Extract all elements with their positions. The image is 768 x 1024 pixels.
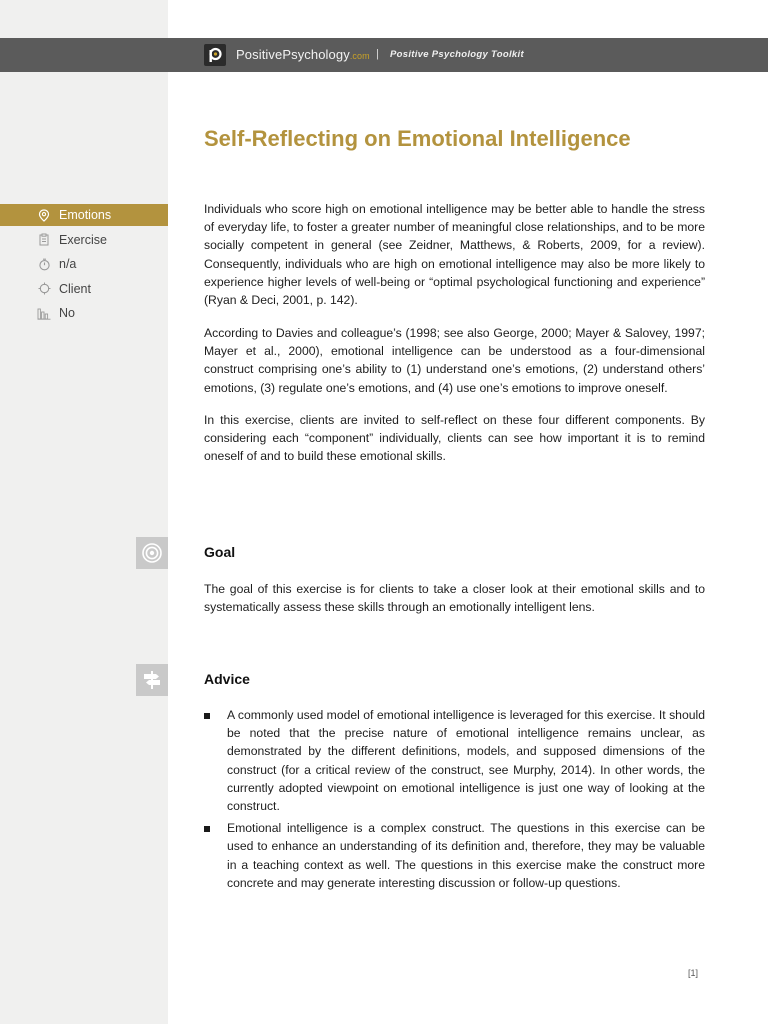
stopwatch-icon xyxy=(37,257,51,271)
intro-paragraph: In this exercise, clients are invited to self-reflect on these four different components. By considering each “component” individually, clients can see how important it is to remind oneself of and to build these emotional skills. xyxy=(204,413,705,464)
sidebar-item-homework xyxy=(0,302,168,324)
brand-suffix: .com xyxy=(349,51,370,61)
advice-item-text: A commonly used model of emotional intelligence is leveraged for this exercise. It should be noted that the precise nature of emotional intelligence remains unclear, as demonstrated by the different definitions, models, and supposed dimensions of the construct (for a critical review of the construct, see Murphy, 2014). In other words, the currently adopted viewpoint on emotional intelligence is just one way of looking at the construct. xyxy=(227,708,705,814)
list-item xyxy=(204,706,705,815)
target-icon xyxy=(136,537,168,569)
advice-heading: Advice xyxy=(204,671,250,687)
clipboard-icon xyxy=(37,233,51,247)
intro-paragraph: According to Davies and colleague’s (1998; see also George, 2000; Mayer & Salovey, 1997; Mayer et al., 2000), emotional intelligence can be understood as a four-dimensional construct comprising one’s ability to (1) understand one’s emotions, (2) understand others’ emotions, (3) regulate one’s emotions, and (4) use one’s emotions to improve oneself. xyxy=(204,326,705,395)
sidebar-item-label: No xyxy=(59,306,75,320)
goal-text: The goal of this exercise is for clients to take a closer look at their emotional skills and to systematically assess these skills through an emotionally intelligent lens. xyxy=(204,582,705,615)
brand-name xyxy=(236,47,370,62)
sidebar-item-client xyxy=(0,278,168,300)
sidebar-item-label: Exercise xyxy=(59,232,107,247)
bullet-icon xyxy=(204,713,210,719)
signpost-icon xyxy=(136,664,168,696)
goal-heading: Goal xyxy=(204,544,236,560)
sidebar xyxy=(0,0,168,1024)
sidebar-item-label: Emotions xyxy=(59,208,112,222)
toolkit-label: Positive Psychology Toolkit xyxy=(390,49,524,60)
sidebar-item-exercise xyxy=(0,229,168,251)
crosshair-icon xyxy=(37,282,51,296)
intro-paragraph: Individuals who score high on emotional intelligence may be better able to handle the stress of everyday life, to foster a greater number of meaningful close relationships, and to be more socially competent in general (see Zeidner, Matthews, & Roberts, 2009, for a review). Consequently, individuals who are high on emotional intelligence may also be more likely to experience higher levels of well-being or “optimal psychological functioning and experience” (Ryan & Deci, 2001, p. 142). xyxy=(204,202,705,308)
brand-name-text: PositivePsychology xyxy=(236,47,350,62)
header-separator: | xyxy=(376,48,379,60)
page-number: [1] xyxy=(688,968,699,978)
sidebar-item-label: n/a xyxy=(59,257,77,271)
bar-chart-icon xyxy=(37,306,51,320)
advice-list xyxy=(204,706,705,896)
list-item xyxy=(204,819,705,892)
sidebar-menu xyxy=(0,204,168,327)
location-pin-icon xyxy=(37,208,51,222)
header-bar xyxy=(0,38,768,72)
sidebar-item-duration xyxy=(0,253,168,275)
sidebar-item-label: Client xyxy=(59,281,91,296)
bullet-icon xyxy=(204,826,210,832)
page-title: Self-Reflecting on Emotional Intelligence xyxy=(204,126,631,151)
sidebar-item-emotions xyxy=(0,204,168,226)
advice-item-text: Emotional intelligence is a complex construct. The questions in this exercise can be used to enhance an understanding of its definition and, therefore, they may be valuable in a teaching context as well. The questions in this exercise make the construct more concrete and may generate interesting discussion or follow-up questions. xyxy=(227,821,705,890)
brand-logo-icon xyxy=(204,44,226,66)
